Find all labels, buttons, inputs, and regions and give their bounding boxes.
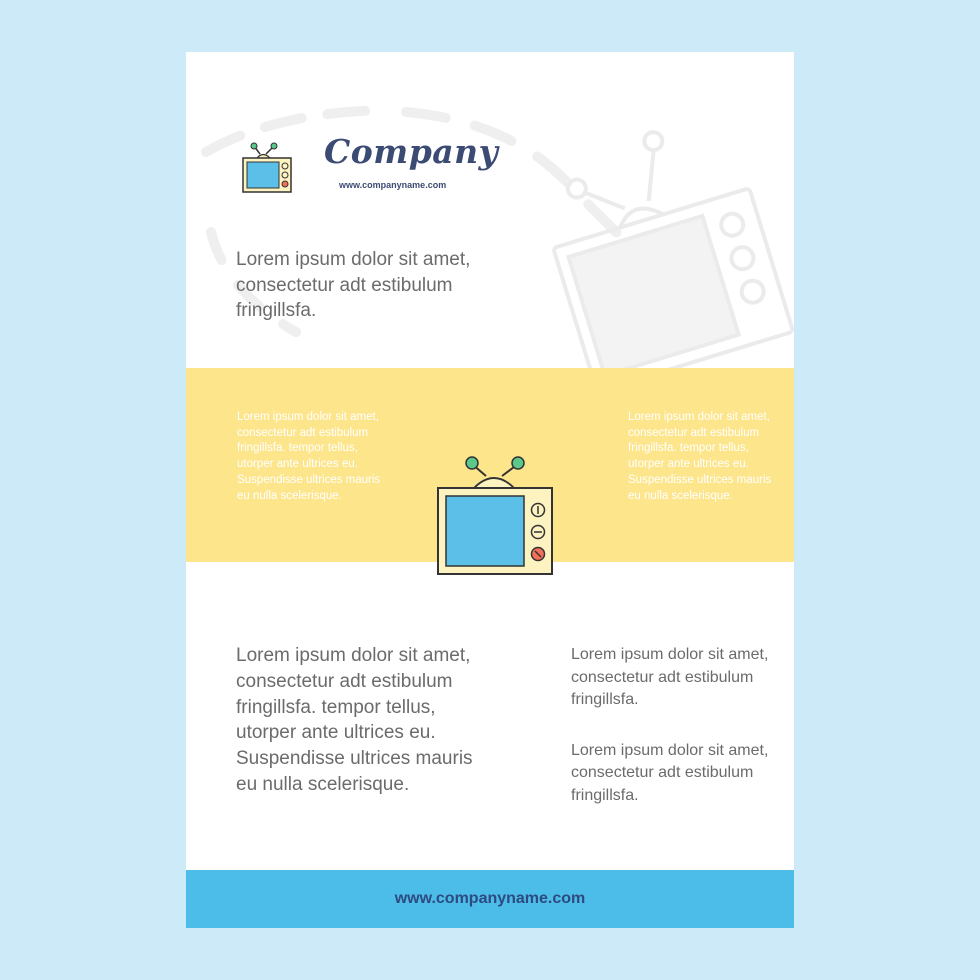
intro-text: Lorem ipsum dolor sit amet, consectetur adt estibulum fringillsfa.: [236, 249, 471, 321]
band-right-text: Lorem ipsum dolor sit amet, consectetur adt estibulum fringillsfa. tempor tellus, utorper ante ultrices eu. Suspendisse ultrices mauris eu nulla scelerisque.: [628, 411, 772, 502]
brand-url[interactable]: www.companyname.com: [339, 180, 447, 190]
logo-tv-icon: [242, 142, 292, 194]
body-left-text: Lorem ipsum dolor sit amet, consectetur adt estibulum fringillsfa. tempor tellus, utorper ante ultrices eu. Suspendisse ultrices mauris eu nulla scelerisque.: [236, 645, 473, 795]
brochure-page: [186, 52, 794, 928]
footer-url-link[interactable]: www.companyname.com: [394, 890, 586, 907]
brand-name: Company: [324, 132, 499, 171]
body-right-column: [571, 644, 791, 836]
highlight-band: [186, 368, 794, 562]
body-right-paragraph: Lorem ipsum dolor sit amet, consectetur adt estibulum fringillsfa.: [571, 741, 769, 804]
center-tv-icon: [436, 454, 554, 576]
band-left-text: Lorem ipsum dolor sit amet, consectetur adt estibulum fringillsfa. tempor tellus, utorper ante ultrices eu. Suspendisse ultrices mauris eu nulla scelerisque.: [237, 411, 381, 502]
footer-bar: [186, 870, 794, 928]
body-right-paragraph: Lorem ipsum dolor sit amet, consectetur adt estibulum fringillsfa.: [571, 646, 769, 709]
